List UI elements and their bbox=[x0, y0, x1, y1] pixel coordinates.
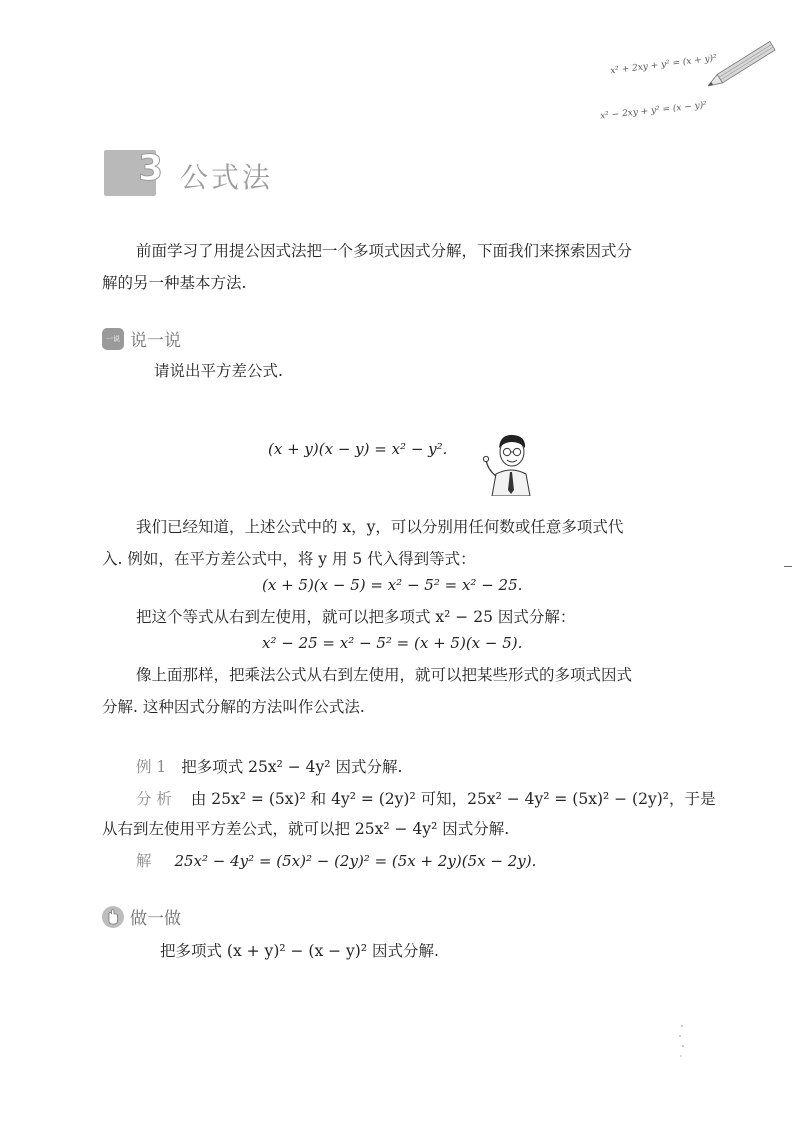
corner-formula-1: x² + 2xy + y² = (x + y)² bbox=[609, 53, 718, 77]
example-problem: 把多项式 25x² − 4y² 因式分解. bbox=[181, 758, 403, 776]
decorative-dots-icon bbox=[676, 1022, 688, 1062]
equation-2: x² − 25 = x² − 5² = (x + 5)(x − 5). bbox=[262, 634, 523, 652]
body-p3-line2: 分解. 这种因式分解的方法叫作公式法. bbox=[102, 698, 365, 716]
say-prompt: 请说出平方差公式. bbox=[154, 362, 283, 380]
section-title: 公式法 bbox=[180, 161, 274, 194]
section-number: 3 bbox=[138, 148, 164, 189]
intro-paragraph-cont bbox=[102, 268, 682, 298]
intro-line-1: 前面学习了用提公因式法把一个多项式因式分解，下面我们来探索因式分 bbox=[136, 242, 633, 260]
analysis-text-1: 由 25x² = (5x)² 和 4y² = (2y)² 可知，25x² − 4y² = (5x)² − (2y)²，于是 bbox=[190, 790, 716, 808]
body-p2: 把这个等式从右到左使用，就可以把多项式 x² − 25 因式分解： bbox=[136, 608, 576, 626]
body-p1-line2: 入. 例如，在平方差公式中，将 y 用 5 代入得到等式： bbox=[102, 550, 476, 568]
teacher-illustration bbox=[482, 430, 540, 496]
solution-text: 25x² − 4y² = (5x)² − (2y)² = (5x + 2y)(5x − 2y). bbox=[174, 852, 537, 870]
hand-icon bbox=[102, 906, 124, 928]
pencil-icon bbox=[705, 39, 779, 92]
analysis-line-2: 从右到左使用平方差公式，就可以把 25x² − 4y² 因式分解. bbox=[102, 820, 510, 838]
speech-bubble-icon: 一说 bbox=[102, 328, 124, 350]
corner-formula-decoration bbox=[600, 48, 780, 138]
solution-label: 解 bbox=[136, 852, 152, 870]
analysis-line-1 bbox=[136, 784, 716, 814]
margin-mark bbox=[784, 566, 792, 567]
difference-of-squares-formula: (x + y)(x − y) = x² − y². bbox=[268, 440, 448, 458]
equation-1: (x + 5)(x − 5) = x² − 5² = x² − 25. bbox=[262, 576, 523, 594]
say-title: 说一说 bbox=[130, 331, 181, 351]
do-task: 把多项式 (x + y)² − (x − y)² 因式分解. bbox=[160, 942, 439, 960]
example-label: 例 1 bbox=[136, 758, 167, 776]
intro-line-2: 解的另一种基本方法. bbox=[102, 274, 247, 292]
do-title: 做一做 bbox=[130, 909, 181, 929]
solution bbox=[136, 846, 696, 876]
body-p1-line1: 我们已经知道，上述公式中的 x，y，可以分别用任何数或任意多项式代 bbox=[136, 518, 624, 536]
intro-paragraph bbox=[136, 236, 696, 266]
example-1 bbox=[136, 752, 696, 782]
analysis-label: 分 析 bbox=[136, 790, 172, 808]
corner-formula-2: x² − 2xy + y² = (x − y)² bbox=[599, 100, 708, 122]
body-p3-line1: 像上面那样，把乘法公式从右到左使用，就可以把某些形式的多项式因式 bbox=[136, 666, 633, 684]
